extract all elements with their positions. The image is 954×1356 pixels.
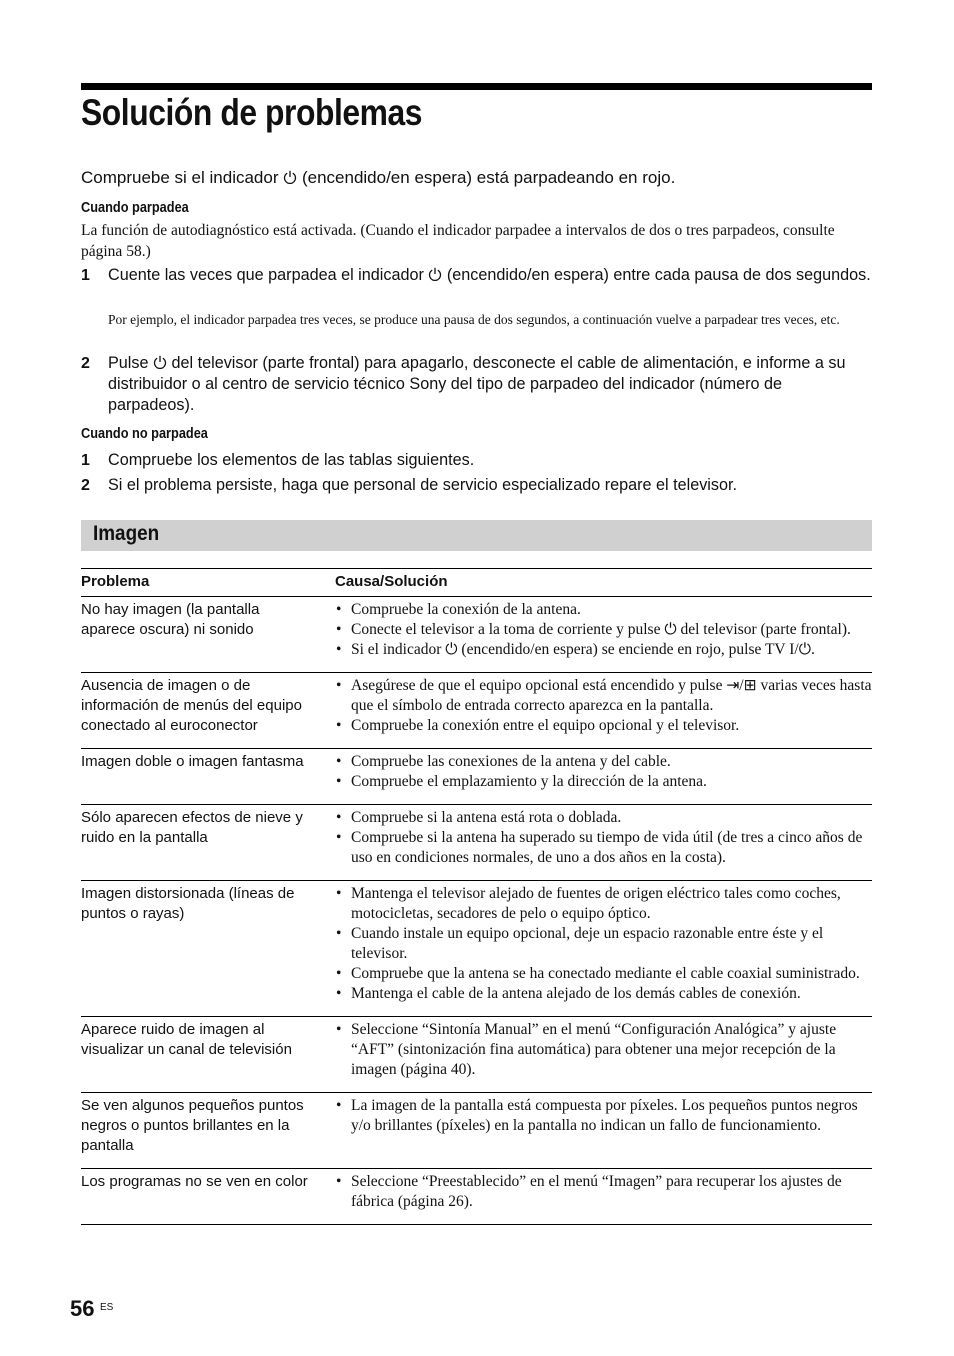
power-icon [428,267,442,281]
solution-list [335,1172,872,1212]
solution-cell [321,1169,872,1225]
solution-item: • Conecte el televisor a la toma de corriente y pulse ⏻ del televisor (parte frontal). [335,620,872,640]
solution-item: • Mantenga el cable de la antena alejado de los demás cables de conexión. [335,984,872,1004]
step-note: Por ejemplo, el indicador parpadea tres veces, se produce una pausa de dos segundos, a continuación vuelve a parpadear tres veces, etc. [108,312,840,327]
solution-list [335,600,872,660]
step-number: 1 [81,452,90,469]
solution-list [335,884,872,1004]
solution-item: • Seleccione “Sintonía Manual” en el menú “Configuración Analógica” y ajuste “AFT” (sintonización fina automática) para obtener una mejor recepción de la imagen (página 40). [335,1020,872,1080]
solution-item: • Mantenga el televisor alejado de fuentes de origen eléctrico tales como coches, motocicletas, secadores de pelo o equipo óptico. [335,884,872,924]
header-solution: Causa/Solución [321,569,872,597]
solution-cell [321,805,872,881]
page-title: Solución de problemas [81,92,423,133]
power-icon [283,170,297,184]
table-row [81,673,872,749]
section-title: Imagen [93,522,160,545]
solution-cell [321,673,872,749]
table-row [81,1169,872,1225]
solution-item: • Asegúrese de que el equipo opcional está encendido y pulse ⇥/⊞ varias veces hasta que el símbolo de entrada correcto aparezca en la pantalla. [335,676,872,716]
solution-cell [321,597,872,673]
problem-cell: Se ven algunos pequeños puntos negros o puntos brillantes en la pantalla [81,1093,321,1169]
blinking-heading: Cuando parpadea [81,200,189,216]
solution-list [335,808,872,868]
solution-item: • Si el indicador ⏻ (encendido/en espera) se enciende en rojo, pulse TV I/⏻. [335,640,872,660]
solution-cell [321,1017,872,1093]
solution-item: • Compruebe la conexión de la antena. [335,600,872,620]
step-text [108,265,872,286]
step-text: Si el problema persiste, haga que personal de servicio especializado repare el televisor. [108,476,737,494]
problem-cell: Los programas no se ven en color [81,1169,321,1225]
solution-cell [321,881,872,1017]
solution-list [335,1020,872,1080]
step-number: 2 [81,477,90,494]
blinking-text: La función de autodiagnóstico está activada. (Cuando el indicador parpadee a intervalos de dos o tres parpadeos, consulte página 58.) [81,222,835,260]
step-text-after: (encendido/en espera) entre cada pausa de dos segundos. [446,266,871,284]
problem-cell: Aparece ruido de imagen al visualizar un canal de televisión [81,1017,321,1093]
table-row [81,1017,872,1093]
intro-text-after: (encendido/en espera) está parpadeando en rojo. [301,168,676,187]
table-row [81,1093,872,1169]
page-language: ES [100,1302,114,1313]
solution-item: • Seleccione “Preestablecido” en el menú “Imagen” para recuperar los ajustes de fábrica (página 26). [335,1172,872,1212]
step-number: 2 [81,355,90,372]
solution-item: • Compruebe la conexión entre el equipo opcional y el televisor. [335,716,872,736]
solution-item: • Compruebe las conexiones de la antena y del cable. [335,752,872,772]
table-row [81,805,872,881]
table-row [81,881,872,1017]
step-number: 1 [81,267,90,284]
problem-cell: Imagen doble o imagen fantasma [81,749,321,805]
solution-item: • Compruebe que la antena se ha conectado mediante el cable coaxial suministrado. [335,964,872,984]
step-text-after: del televisor (parte frontal) para apagarlo, desconecte el cable de alimentación, e informe a su distribuidor o al centro de servicio técnico Sony del tipo de parpadeo del indicador (número de parpadeos). [108,354,846,414]
title-rule [81,83,872,90]
step-text-before: Cuente las veces que parpadea el indicador [108,266,424,284]
intro-text-before: Compruebe si el indicador [81,168,279,187]
solution-list [335,1096,872,1136]
step-text: Compruebe los elementos de las tablas siguientes. [108,451,475,469]
solution-cell [321,749,872,805]
problem-cell: Sólo aparecen efectos de nieve y ruido en la pantalla [81,805,321,881]
step-text-before: Pulse [108,354,149,372]
step-text [108,353,872,416]
intro-line [81,168,675,188]
problem-cell: No hay imagen (la pantalla aparece oscura) ni sonido [81,597,321,673]
power-icon [153,355,167,369]
table-body [81,597,872,1225]
problem-cell: Imagen distorsionada (líneas de puntos o rayas) [81,881,321,1017]
solution-cell [321,1093,872,1169]
table-row [81,749,872,805]
table-row [81,597,872,673]
header-problem: Problema [81,569,321,597]
not-blinking-heading: Cuando no parpadea [81,426,208,442]
solution-item: • La imagen de la pantalla está compuesta por píxeles. Los pequeños puntos negros y/o brillantes (píxeles) en la pantalla no indican un fallo de funcionamiento. [335,1096,872,1136]
troubleshooting-table [81,568,872,1225]
section-band [81,520,872,551]
table-header-row [81,569,872,597]
page-number: 56 [70,1296,95,1321]
solution-item: • Cuando instale un equipo opcional, deje un espacio razonable entre éste y el televisor. [335,924,872,964]
solution-item: • Compruebe si la antena está rota o doblada. [335,808,872,828]
solution-item: • Compruebe si la antena ha superado su tiempo de vida útil (de tres a cinco años de uso en condiciones normales, de uno a dos años en la costa). [335,828,872,868]
problem-cell: Ausencia de imagen o de información de menús del equipo conectado al euroconector [81,673,321,749]
solution-list [335,676,872,736]
solution-list [335,752,872,792]
solution-item: • Compruebe el emplazamiento y la dirección de la antena. [335,772,872,792]
